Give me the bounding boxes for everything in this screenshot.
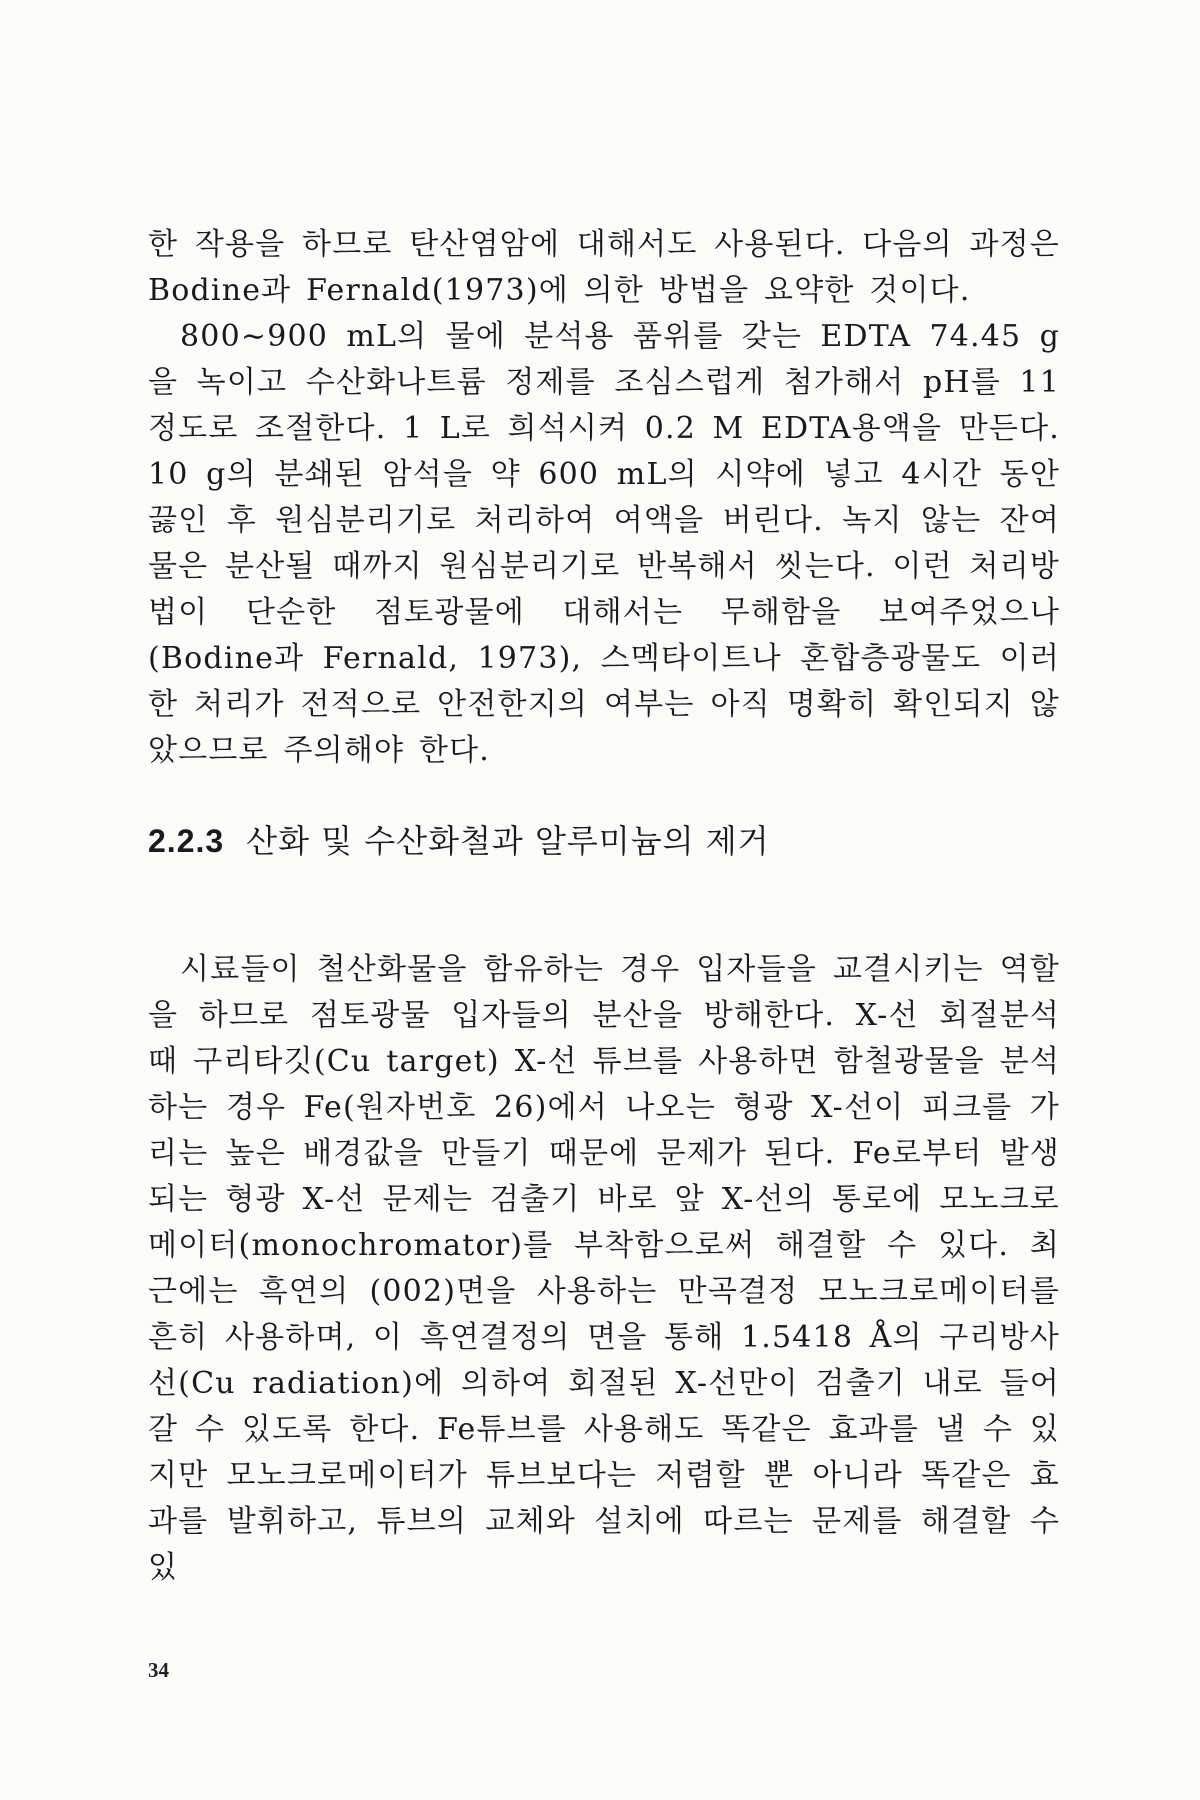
section-heading: [148, 816, 1060, 866]
paragraph-iron-oxide: 시료들이 철산화물을 함유하는 경우 입자들을 교결시키는 역할을 하므로 점토광물 입자들의 분산을 방해한다. X-선 회절분석 때 구리타깃(Cu target) X-선 튜브를 사용하면 함철광물을 분석하는 경우 Fe(원자번호 26)에서 나오는 형광 X-선이 피크를 가리는 높은 배경값을 만들기 때문에 문제가 된다. Fe로부터 발생되는 형광 X-선 문제는 검출기 바로 앞 X-선의 통로에 모노크로메이터(monochromator)를 부착함으로써 해결할 수 있다. 최근에는 흑연의 (002)면을 사용하는 만곡결정 모노크로메이터를 흔히 사용하며, 이 흑연결정의 면을 통해 1.5418 Å의 구리방사선(Cu radiation)에 의하여 회절된 X-선만이 검출기 내로 들어갈 수 있도록 한다. Fe튜브를 사용해도 똑같은 효과를 낼 수 있지만 모노크로메이터가 튜브보다는 저렴할 뿐 아니라 똑같은 효과를 발휘하고, 튜브의 교체와 설치에 따르는 문제를 해결할 수 있: [148, 952, 1060, 1585]
paragraph-continued: 한 작용을 하므로 탄산염암에 대해서도 사용된다. 다음의 과정은 Bodine과 Fernald(1973)에 의한 방법을 요약한 것이다.: [148, 227, 1060, 308]
page-number: 34: [148, 1658, 169, 1682]
section-number: 2.2.3: [148, 823, 225, 859]
paragraph-edta-procedure: 800∼900 mL의 물에 분석용 품위를 갖는 EDTA 74.45 g을 녹이고 수산화나트륨 정제를 조심스럽게 첨가해서 pH를 11 정도로 조절한다. 1 L로 희석시켜 0.2 M EDTA용액을 만든다. 10 g의 분쇄된 암석을 약 600 mL의 시약에 넣고 4시간 동안 끓인 후 원심분리기로 처리하여 여액을 버린다. 녹지 않는 잔여물은 분산될 때까지 원심분리기로 반복해서 씻는다. 이런 처리방법이 단순한 점토광물에 대해서는 무해함을 보여주었으나(Bodine과 Fernald, 1973), 스멕타이트나 혼합층광물도 이러한 처리가 전적으로 안전한지의 여부는 아직 명확히 확인되지 않았으므로 주의해야 한다.: [148, 319, 1060, 768]
section-title: 산화 및 수산화철과 알루미늄의 제거: [246, 822, 770, 860]
